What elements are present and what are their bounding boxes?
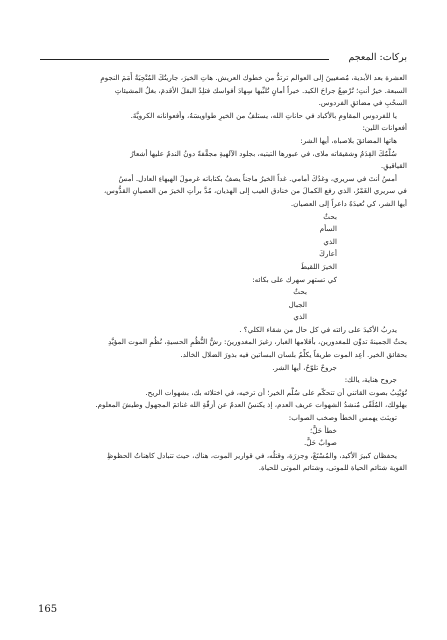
text-line: يدربُ الأكيدَ على رائته في كل حال من شقاء الكلي؟ . bbox=[239, 324, 397, 334]
text-line: الذي bbox=[293, 312, 307, 322]
text-line: جروح هناية، يالك: bbox=[344, 375, 397, 385]
header-title: بركات: المعجم bbox=[348, 52, 407, 63]
text-line: صوابٌ حَلٌّ. bbox=[303, 438, 337, 448]
text-line: أفعوانات اللين: bbox=[362, 123, 407, 133]
text-line: بهلولك، المُلَفّى مُنشدُ الشهوات عريف العدم، إذ يكنسُ العدمُ عن أزقّةِ الله غنائمَ المجهول وطيشَ المعلوم. bbox=[95, 400, 407, 410]
text-line: السبعة. خيرٌ أنتِ؛ تُرْضِعُ جراحَ الكيد. خيراً أمانٍ تُلبِّيها سِهادَ أفواسك فتلِدُ البقلَ الأقدمَ، بغلُ المشيئاتِ bbox=[114, 85, 407, 95]
text-line: القوية شتائم الحياة للموتى، وشتائم الموتى للحياة. bbox=[258, 463, 407, 473]
text-line: السأم bbox=[319, 224, 337, 234]
text-line: بحثٌ bbox=[293, 287, 307, 297]
text-line: تُوَيْنِبُ بصوت القاتني أن تتحكّم على سُلَّم الخير؛ أن ترخيه، في اختلائه بك، بشهوات الريح. bbox=[145, 387, 407, 397]
text-line: سُلَّمٌكَ القِدَمُ وشقيقاته ملاى، في عبورها التيتيه، بجلود الآلهيةِ مجقَّفةً دونُ الندمُ عليها أشعارُ bbox=[130, 148, 397, 158]
running-header bbox=[40, 52, 407, 66]
text-line: جروحٌ تلوّحُ، أيها الشر. bbox=[272, 362, 337, 372]
text-line: بحقائق الخير. أعِد الموت طريقاً يكلِّمُ بلسان البساتين فيه بذورَ الضلال الخالد. bbox=[180, 350, 407, 360]
text-line: تويثث يهمس الخطأ وصخب الصواب: bbox=[288, 413, 397, 423]
text-line: هاتها المضائقَ بلاصباه، أيها الشر: bbox=[300, 135, 397, 145]
body-text bbox=[40, 72, 407, 475]
text-line: أيها الشر، كي تُعيدَهُ داعراً إلى العصيان. bbox=[290, 198, 407, 208]
text-line: السحُبِ في مضائقِ الفردوس. bbox=[318, 98, 407, 108]
text-line: أعاركَ bbox=[319, 249, 337, 259]
header-rule bbox=[40, 59, 329, 60]
text-line: يحفظان كبيرَ الأكيد، والمُسْتَعْ، وجزرَة، وقتلُه، في قوارير الموت، هناك، حيث تتبادل كاهناتُ الحظوظِ bbox=[106, 450, 397, 460]
text-line: الخيرَ اللقيطَ bbox=[300, 261, 337, 271]
text-line: بحثٌ الجمينةَ تدوِّن للمغدورين، بأقلامها الغبار، زغيرَ المغدورينَ: رشُّ النُّظُمِ الحسيةِ، نُظُمِ الموت المؤيَّدِ bbox=[108, 337, 407, 347]
text-line: الذي bbox=[323, 236, 337, 246]
text-line: أمسُ أنتَ في سريري، وغدُكَ أمامي. غداً الخيرُ ماجناً يصفُ بكتاباته غرمولَ الهيهاءِ العادل. أمسُ bbox=[118, 173, 397, 183]
page-number: 165 bbox=[38, 604, 58, 615]
text-line: كي تستهر سهرك على بكائه: bbox=[252, 274, 337, 284]
text-line: في سريري الغَمْرُ، الذي رفع الكمالَ من خنادق الغيب إلى الهذيان، مُدَّ برأتِ الخيرَ من العصيانِ القدُّوس، bbox=[103, 186, 407, 196]
text-line: القياقيقِ. bbox=[380, 161, 407, 171]
text-line: يا للفردوس المقاومِ بالأكباد في حاناتِ الله، يستلفُ من الخيرِ طواويسَهُ، وأفعوانانه الكرويَّةَ. bbox=[130, 110, 397, 120]
text-line: الجبال bbox=[288, 299, 307, 309]
text-line: العشرة بعد الأبدية، مُصغيينَ إلى العوالم ترتدُّ من خطوك العريش. هاتِ الخيرَ، جاريتُكَ المُتْحِيَةُ أُمَمَ النجومِ bbox=[100, 73, 407, 82]
text-line: بحثٌ bbox=[323, 211, 337, 221]
text-line: خطأٌ حَلٌّ؛ bbox=[310, 425, 337, 435]
